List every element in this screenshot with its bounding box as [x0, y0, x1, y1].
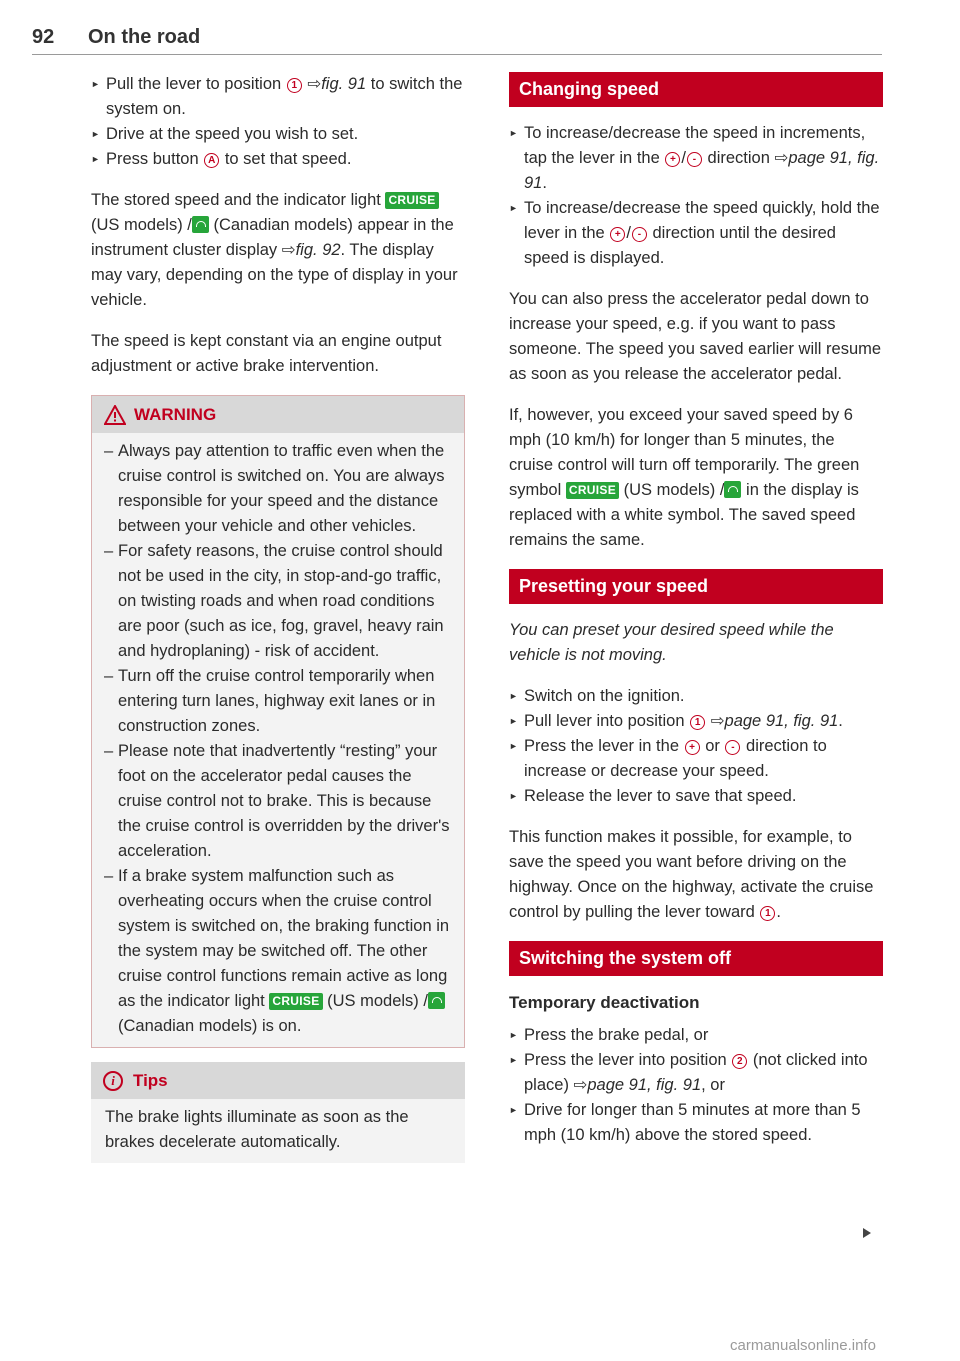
section-switching-off: Switching the system off — [509, 941, 883, 976]
warning-triangle-icon — [104, 405, 126, 425]
cruise-indicator-icon: CRUISE — [385, 192, 438, 209]
minus-marker: - — [687, 152, 702, 167]
paragraph: If, however, you exceed your saved speed by 6 mph (10 km/h) for longer than 5 minutes, the cruise control will turn off temporarily. The green symbol CRUISE (US models) / in the display is replaced with a white symbol. The saved speed remains the same. — [509, 406, 860, 549]
paragraph: You can also press the accelerator pedal down to increase your speed, e.g. if you want to pass someone. The speed you saved earlier will resume as soon as you release the accelerator pedal. — [509, 290, 882, 383]
plus-marker: + — [685, 740, 700, 755]
figure-link[interactable]: fig. 91 — [321, 75, 367, 93]
tips-box — [91, 1062, 465, 1163]
warning-box — [91, 395, 465, 1048]
tips-title: Tips — [133, 1071, 168, 1090]
presetting-steps — [509, 684, 883, 809]
list-item: – For safety reasons, the cruise control should not be used in the city, in stop-and-go traffic, on twisting roads and when road conditions are poor (such as ice, fog, gravel, heavy rain and hydroplaning) - risk of accident. — [104, 539, 452, 664]
position-marker: 1 — [287, 78, 302, 93]
canadian-cruise-icon — [724, 481, 741, 498]
watermark: carmanualsonline.info — [730, 1337, 876, 1354]
tips-text: The brake lights illuminate as soon as the brakes decelerate automatically. — [105, 1108, 409, 1151]
paragraph: The stored speed and the indicator light CRUISE (US models) / (Canadian models) appear in the instrument cluster display ⇨fig. 92. The display may vary, depending on the type of display in your vehicle. — [91, 191, 458, 309]
position-marker: 2 — [732, 1054, 747, 1069]
page-link[interactable]: page 91, fig. 91 — [724, 712, 839, 730]
list-item: ► To increase/decrease the speed quickly, hold the lever in the + / - direction until the desired speed is displayed. — [509, 196, 883, 271]
paragraph: This function makes it possible, for example, to save the speed you want before driving on the highway. Once on the highway, activate the cruise control by pulling the lever toward 1 . — [509, 828, 874, 921]
list-item: ► Pull the lever to position 1 ⇨fig. 91 to switch the system on. — [91, 72, 465, 122]
cruise-indicator-icon: CRUISE — [566, 482, 619, 499]
warning-body — [92, 433, 464, 1047]
list-item: ► Press the lever in the + or - direction to increase or decrease your speed. — [509, 734, 883, 784]
page-number: 92 — [32, 26, 55, 48]
ref-arrow-icon: ⇨ — [573, 1076, 588, 1094]
chapter-title: On the road — [88, 26, 201, 48]
list-item: – Turn off the cruise control temporarily when entering turn lanes, highway exit lanes or in construction zones. — [104, 664, 452, 739]
setup-steps — [91, 72, 465, 172]
list-item: ► Press the brake pedal, or — [509, 1023, 883, 1048]
plus-marker: + — [665, 152, 680, 167]
page-link[interactable]: page 91, fig. 91 — [587, 1076, 702, 1094]
warning-title: WARNING — [134, 405, 217, 424]
subheading: Temporary deactivation — [509, 993, 700, 1012]
list-item: – Please note that inadvertently “resting” your foot on the accelerator pedal causes the cruise control not to brake. This is because the cruise control is overridden by the driver's acceleration. — [104, 739, 452, 864]
page-link[interactable]: page 91, fig. 91 — [524, 149, 880, 192]
section-presetting-speed: Presetting your speed — [509, 569, 883, 604]
list-item: ► To increase/decrease the speed in increments, tap the lever in the + / - direction ⇨page 91, fig. 91. — [509, 121, 883, 196]
page-header — [32, 24, 882, 55]
list-item: ► Pull lever into position 1 ⇨page 91, fig. 91. — [509, 709, 883, 734]
left-column — [91, 72, 465, 1179]
minus-marker: - — [725, 740, 740, 755]
figure-link[interactable]: fig. 92 — [295, 241, 341, 259]
list-item: ► Release the lever to save that speed. — [509, 784, 883, 809]
ref-arrow-icon: ⇨ — [710, 712, 725, 730]
list-item: ► Switch on the ignition. — [509, 684, 883, 709]
ref-arrow-icon: ⇨ — [307, 75, 322, 93]
deactivation-steps — [509, 1023, 883, 1148]
button-marker: A — [204, 153, 219, 168]
section-changing-speed: Changing speed — [509, 72, 883, 107]
list-item: – Always pay attention to traffic even when the cruise control is switched on. You are always responsible for your speed and the distance between your vehicle and other vehicles. — [104, 439, 452, 539]
paragraph: The speed is kept constant via an engine output adjustment or active brake intervention. — [91, 332, 442, 375]
paragraph: You can preset your desired speed while the vehicle is not moving. — [509, 621, 834, 664]
minus-marker: - — [632, 227, 647, 242]
list-item: ► Press button A to set that speed. — [91, 147, 465, 172]
position-marker: 1 — [690, 715, 705, 730]
position-marker: 1 — [760, 906, 775, 921]
continue-arrow-icon — [863, 1228, 871, 1238]
warning-header — [92, 396, 464, 433]
cruise-indicator-icon: CRUISE — [269, 993, 322, 1010]
ref-arrow-icon: ⇨ — [774, 149, 789, 167]
info-icon: i — [103, 1071, 123, 1091]
list-item: – If a brake system malfunction such as overheating occurs when the cruise control system is switched on, the braking function in the system may be switched off. The other cruise control functions remain active as long as the indicator light CRUISE (US models) / (Canadian models) is on. — [104, 864, 452, 1039]
warning-list — [104, 439, 452, 1039]
list-item: ► Drive for longer than 5 minutes at more than 5 mph (10 km/h) above the stored speed. — [509, 1098, 883, 1148]
right-column — [509, 72, 883, 1164]
list-item: ► Press the lever into position 2 (not clicked into place) ⇨page 91, fig. 91, or — [509, 1048, 883, 1098]
changing-steps — [509, 121, 883, 271]
canadian-cruise-icon — [428, 992, 445, 1009]
tips-header — [91, 1062, 465, 1099]
list-item: ► Drive at the speed you wish to set. — [91, 122, 465, 147]
canadian-cruise-icon — [192, 216, 209, 233]
plus-marker: + — [610, 227, 625, 242]
ref-arrow-icon: ⇨ — [281, 241, 296, 259]
